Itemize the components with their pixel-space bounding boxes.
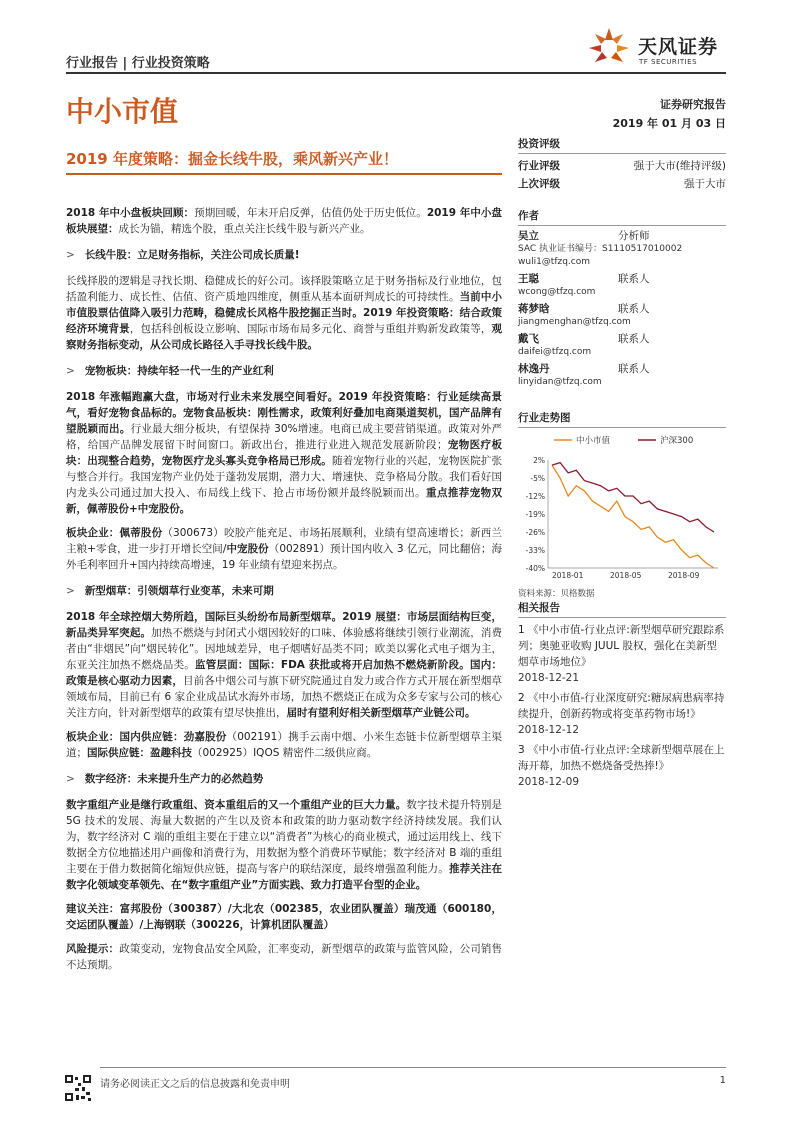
body-paragraph: 2018 年全球控烟大势所趋，国际巨头纷纷布局新型烟草。2019 展望：市场层面结构巨变，新品类异军突起。加热不燃烧与封闭式小烟因较好的口味、体验感将继续引领行业潮流，消费者由“非烟民”向“烟民转化”。因地域差异，电子烟嗜好品类不同；欧美以雾化式电子烟为主，东亚关注加热不燃烧品类。监管层面：国际：FDA 获批或将开启加热不燃烧新阶段。国内：政策是核心驱动力因素，目前各中烟公司与旗下研究院通过自发力或合作方式开展在新型烟草领域布局，目前已有 6 家企业成品试水海外市场，加热不燃烧正在成为众多专家与公司的核心关注方向，针对新型烟草的政策有望尽快推出，届时有望利好相关新型烟草产业链公司。 (66, 611, 503, 719)
section-heading: > 数字经济：未来提升生产力的必然趋势 (66, 773, 264, 785)
recommendation-paragraph: 建议关注：富邦股份（300387）/大北农（002385，农业团队覆盖）瑞茂通（600180，交运团队覆盖）/上海钢联（300226，计算机团队覆盖） (66, 903, 502, 931)
body-paragraph: 板块企业：国内供应链：劲嘉股份（002191）携手云南中烟、小米生态链卡位新型烟草主渠道；国际供应链：盈趣科技（002925）IQOS 精密件二级供应商。 (66, 731, 503, 759)
related-head: 相关报告 (518, 600, 726, 618)
page-number: 1 (719, 1075, 726, 1086)
y-tick-label: -12% (525, 492, 545, 501)
section-heading: > 新型烟草：引领烟草行业变革，未来可期 (66, 585, 274, 597)
logo-subtext: TF SECURITIES (639, 58, 698, 66)
body-paragraph: 长线择股的逻辑是寻找长期、稳健成长的好公司。该择股策略立足于财务指标及行业地位，包括盈利能力、成长性、估值、资产质地四维度，侧重从基本面研判成长的可持续性。当前中小市值股票估值降入吸引力范畴，稳健成长风格牛股挖掘正当时。2019 年投资策略：结合政策经济环境背景，包括科创板设立影响、国际市场布局多元化、商誉与重组并购新发政策等，观察财务指标变动，从公司成长路径入手寻找长线牛股。 (66, 275, 503, 351)
legend-label: 中小市值 (576, 436, 611, 446)
related-item[interactable]: 3 《中小市值-行业点评:全球新型烟草展在上海开幕，加热不燃烧备受热捧!》 2018-12-09 (518, 744, 725, 788)
trend-head: 行业走势图 (518, 410, 726, 428)
series-line (552, 465, 714, 568)
author-entry: 吴立 分析师 SAC 执业证书编号：S1110517010002 wuli1@tfzq.com (518, 230, 683, 267)
footer-disclaimer[interactable]: 请务必阅读正文之后的信息披露和免责申明 (100, 1079, 290, 1090)
trend-box (518, 410, 726, 599)
report-category: 行业报告 | 行业投资策略 (66, 56, 210, 71)
trend-chart (518, 430, 726, 580)
main-body (66, 205, 502, 981)
author-entry: 王聪 联系人 wcong@tfzq.com (518, 273, 650, 297)
logo-text: 天风证券 (638, 36, 719, 58)
rating-head: 投资评级 (518, 136, 726, 154)
section-heading: > 长线牛股：立足财务指标，关注公司成长质量! (66, 249, 300, 261)
related-item[interactable]: 2 《中小市值-行业深度研究:糖尿病患病率持续提升，创新药物或将变革药物市场!》 2018-12-12 (518, 692, 725, 736)
y-tick-label: -40% (525, 564, 545, 573)
arrow-icon: > (66, 585, 75, 597)
subtitle-divider (66, 173, 502, 175)
section-heading: > 宠物板块：持续年轻一代一生的产业红利 (66, 365, 274, 377)
y-tick-label: -26% (525, 528, 545, 537)
header-divider (66, 72, 726, 74)
rating-row: 行业评级 强于大市(维持评级) (518, 160, 726, 172)
authors-box (518, 208, 726, 389)
author-entry: 林逸丹 联系人 linyidan@tfzq.com (518, 363, 650, 387)
report-type: 证券研究报告 (660, 98, 726, 111)
y-tick-label: -5% (530, 474, 545, 483)
arrow-icon: > (66, 773, 75, 785)
arrow-icon: > (66, 249, 75, 261)
arrow-icon: > (66, 365, 75, 377)
rating-box (518, 136, 726, 193)
trend-source: 资料来源：贝格数据 (518, 589, 595, 599)
qr-code-icon (64, 1074, 92, 1102)
related-item[interactable]: 1 《中小市值-行业点评:新型烟草研究跟踪系列；奥驰亚收购 JUUL 股权，强化在美新型烟草市场地位》 2018-12-21 (518, 624, 725, 684)
y-tick-label: -33% (525, 546, 545, 555)
body-paragraph: 2018 年涨幅跑赢大盘，市场对行业未来发展空间看好。2019 年投资策略：行业延续高景气，看好宠物食品标的。宠物食品板块：刚性需求，政策利好叠加电商渠道契机，国产品牌有望脱颖而出。行业最大细分板块，有望保持 30%增速。电商已成主要营销渠道。政策对外严格，给国产品牌发展留下时间窗口。新政出台，推进行业进入规范发展新阶段；宠物医疗板块：出现整合趋势，宠物医疗龙头寡头竞争格局已形成。随着宠物行业的兴起，宠物医院扩张与整合并行。我国宠物产业仍处于蓬勃发展期，潜力大、增速快、竞争格局分散。我们看好国内龙头公司通过加大投入、布局线上线下、抢占市场份额并最终脱颖而出。重点推荐宠物双新，佩蒂股份+中宠股份。 (66, 391, 503, 515)
legend-label: 沪深300 (660, 436, 694, 446)
y-tick-label: -19% (525, 510, 545, 519)
page-title: 中小市值 (66, 95, 179, 128)
intro-paragraph: 2018 年中小盘板块回顾：预期回暖，年末开启反弹，估值仍处于历史低位。2019 年中小盘板块展望：成长为锚，精选个股，重点关注长线牛股与新兴产业。 (66, 207, 502, 235)
authors-head: 作者 (518, 208, 726, 226)
author-entry: 蒋梦晗 联系人 jiangmenghan@tfzq.com (518, 303, 650, 327)
related-box (518, 600, 726, 790)
report-date: 2019 年 01 月 03 日 (612, 117, 726, 130)
x-tick-label: 2018-05 (610, 571, 642, 580)
footer-divider (100, 1067, 726, 1068)
risk-paragraph: 风险提示：政策变动，宠物食品安全风险，汇率变动，新型烟草的政策与监管风险，公司销售不达预期。 (66, 943, 502, 971)
report-subtitle: 2019 年度策略：掘金长线牛股，乘风新兴产业！ (66, 150, 398, 168)
author-entry: 戴飞 联系人 daifei@tfzq.com (518, 333, 650, 357)
rating-row: 上次评级 强于大市 (518, 178, 726, 190)
body-paragraph: 数字重组产业是继行政重组、资本重组后的又一个重组产业的巨大力量。数字技术提升特别是 5G 技术的发展、海量大数据的产生以及资本和政策的助力驱动数字经济持续发展。我们认为，数字经济对 C 端的重组主要在于建立以“消费者”为核心的商业模式，通过运用线上、线下数据全方位地描述用户画像和消费行为，用数据为整个消费环节赋能；数字经济对 B 端的重组主要在于借力数据简化缩短供应链，提高与客户的联结深度，最终增强盈利能力。推荐关注在数字化领域变革领先、在“数字重组产业”方面实践、致力打造平台型的企业。 (66, 799, 503, 891)
body-paragraph: 板块企业：佩蒂股份（300673）咬胶产能充足、市场拓展顺利，业绩有望高速增长；新西兰主粮+零食，进一步打开增长空间/中宠股份（002891）预计国内收入 3 亿元，同比翻倍；海外毛利率回升+国内持续高增速，19 年业绩有望迎来拐点。 (66, 527, 503, 571)
x-tick-label: 2018-01 (552, 571, 584, 580)
y-tick-label: 2% (533, 456, 545, 465)
x-tick-label: 2018-09 (668, 571, 700, 580)
